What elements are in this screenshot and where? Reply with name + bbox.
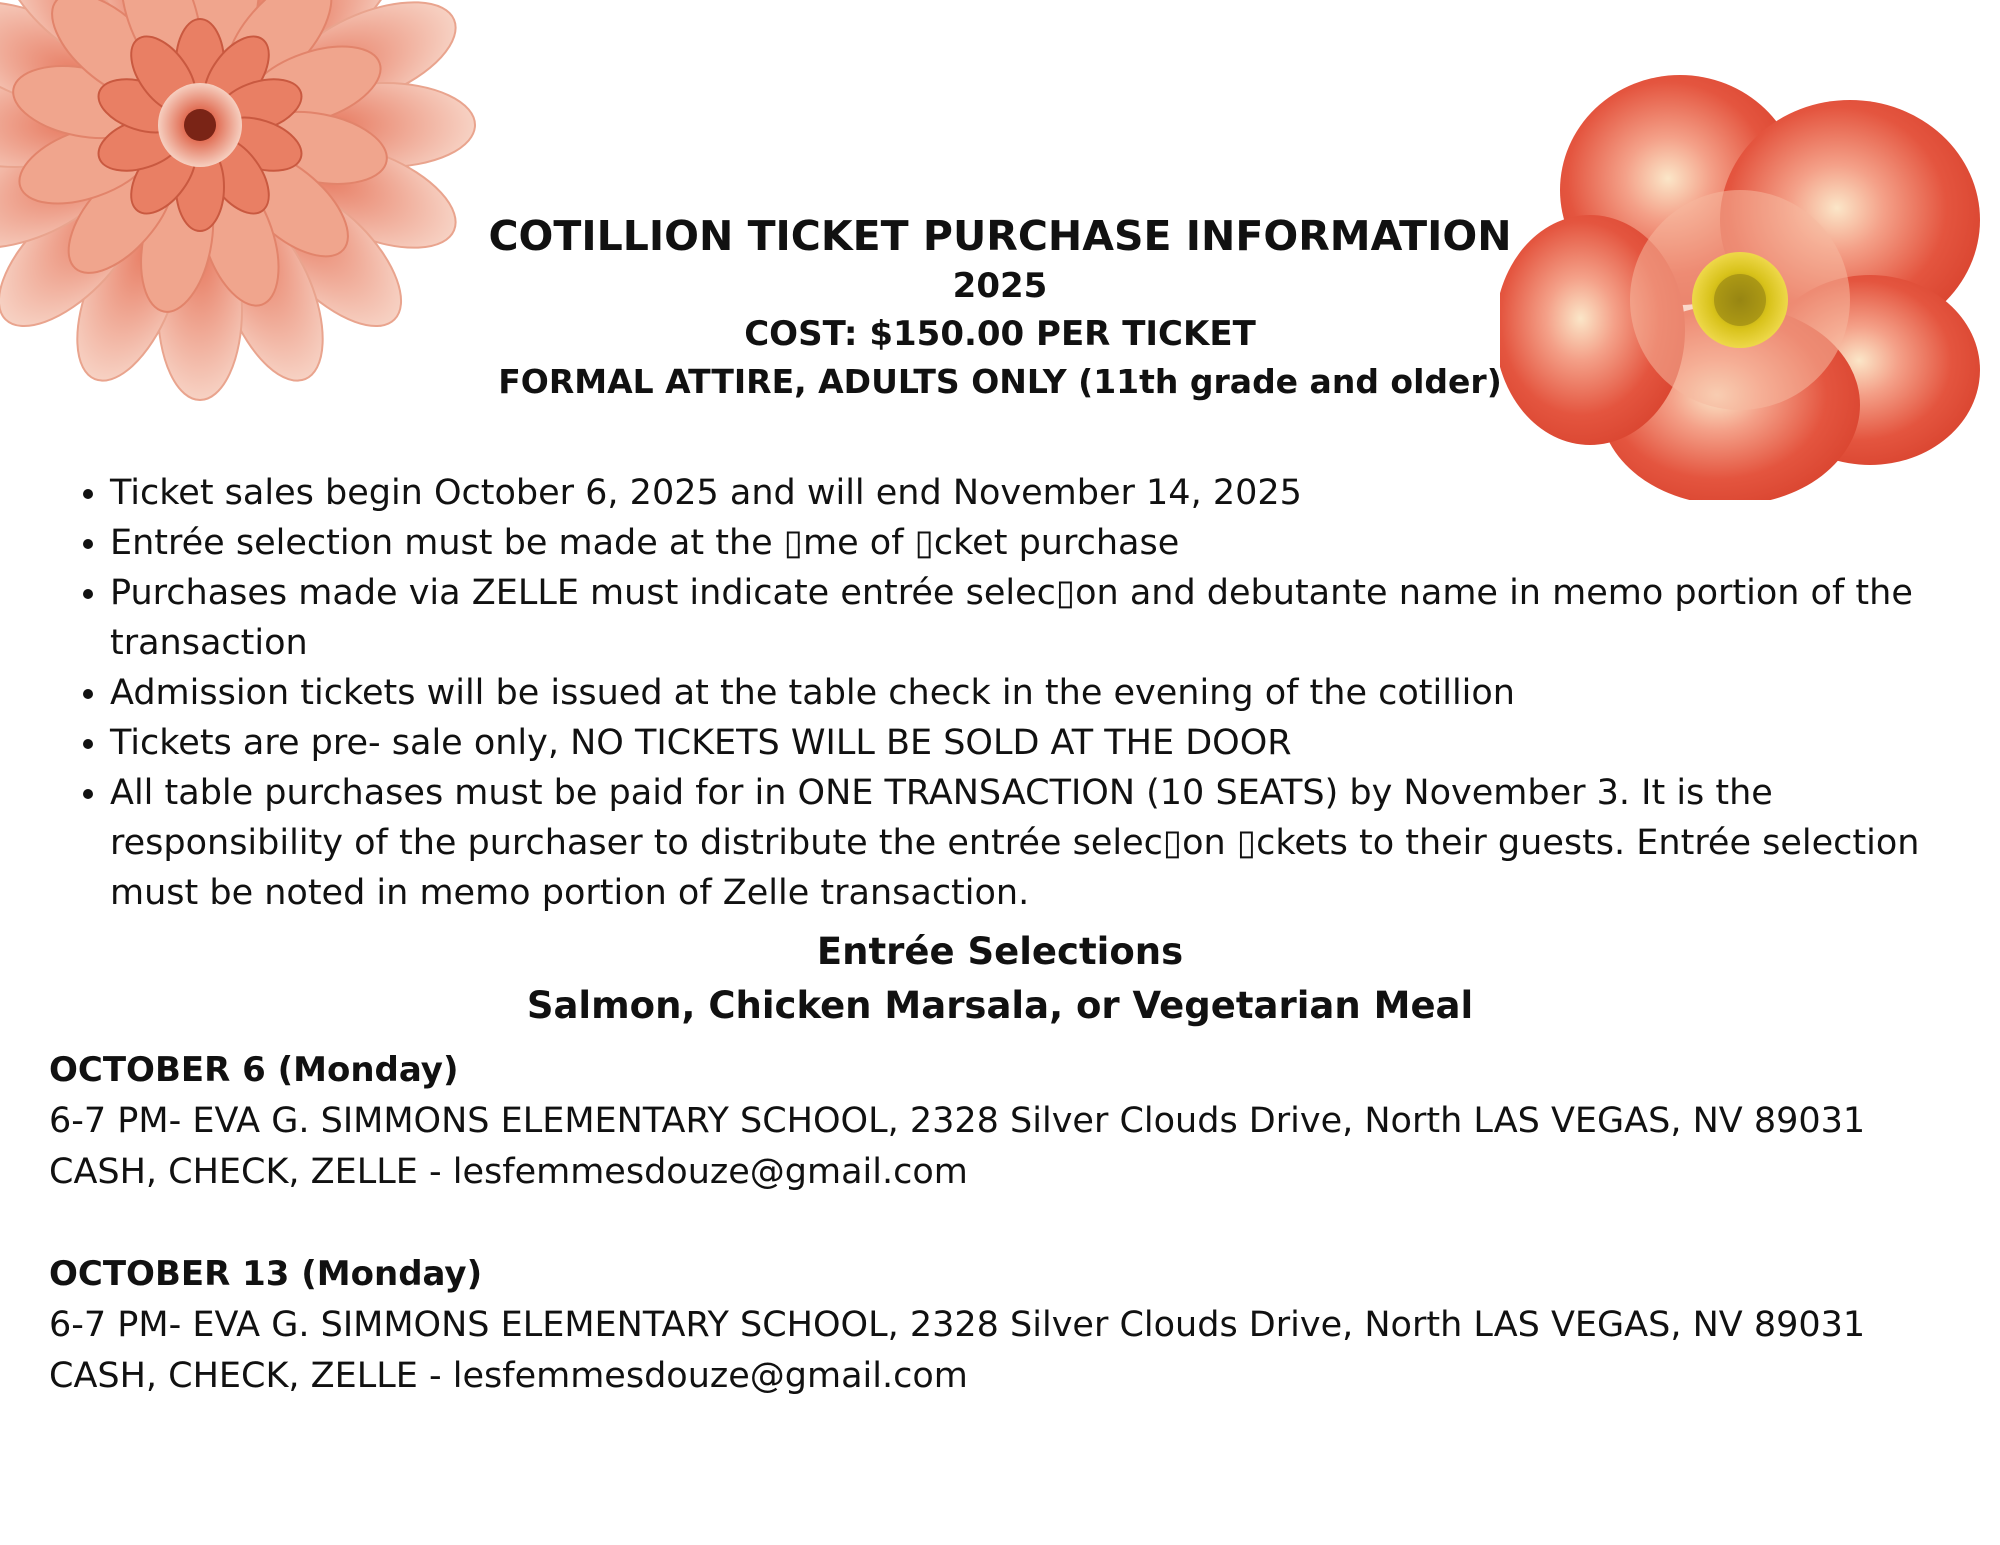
list-item: • Admission tickets will be issued at the table check in the evening of the cotillion (110, 668, 1950, 718)
list-item: • Ticket sales begin October 6, 2025 and will end November 14, 2025 (110, 468, 1950, 518)
list-item: • Tickets are pre- sale only, NO TICKETS WILL BE SOLD AT THE DOOR (110, 718, 1950, 768)
sales-session-oct-6 (49, 1045, 1959, 1198)
entree-options: Salmon, Chicken Marsala, or Vegetarian Meal (526, 984, 1474, 1027)
list-item: • Purchases made via ZELLE must indicate entrée selec▯on and debutante name in memo portion of the transaction (110, 568, 1950, 668)
entree-heading: Entrée Selections (816, 930, 1184, 973)
list-item: • Entrée selection must be made at the ▯‍me of ▯‍cket purchase (110, 518, 1950, 568)
session-details: 6-7 PM- EVA G. SIMMONS ELEMENTARY SCHOOL, 2328 Silver Clouds Drive, North LAS VEGAS, NV 89031 CASH, CHECK, ZELLE - lesfemmesdouze@gmail.com (49, 1305, 1866, 1396)
session-date: OCTOBER 6 (Monday) (49, 1050, 459, 1090)
purchase-rules-list (78, 468, 1950, 918)
list-item: • All table purchases must be paid for in ONE TRANSACTION (10 SEATS) by November 3. It is the responsibility of the purchaser to distribute the entrée selec▯on ▯ckets to their guests. Entrée selection must be noted in memo portion of Zelle transaction. (110, 768, 1950, 918)
page-title: COTILLION TICKET PURCHASE INFORMATION (488, 212, 1512, 260)
session-details: 6-7 PM- EVA G. SIMMONS ELEMENTARY SCHOOL, 2328 Silver Clouds Drive, North LAS VEGAS, NV 89031 CASH, CHECK, ZELLE - lesfemmesdouze@gmail.com (49, 1101, 1866, 1192)
session-date: OCTOBER 13 (Monday) (49, 1254, 483, 1294)
entree-section (400, 925, 1600, 1033)
ticket-cost: COST: $150.00 PER TICKET (744, 314, 1256, 354)
document-header (400, 210, 1600, 406)
event-year: 2025 (952, 266, 1048, 306)
sales-session-oct-13 (49, 1249, 1959, 1402)
attire-requirement: FORMAL ATTIRE, ADULTS ONLY (11th grade and older) (498, 362, 1502, 401)
